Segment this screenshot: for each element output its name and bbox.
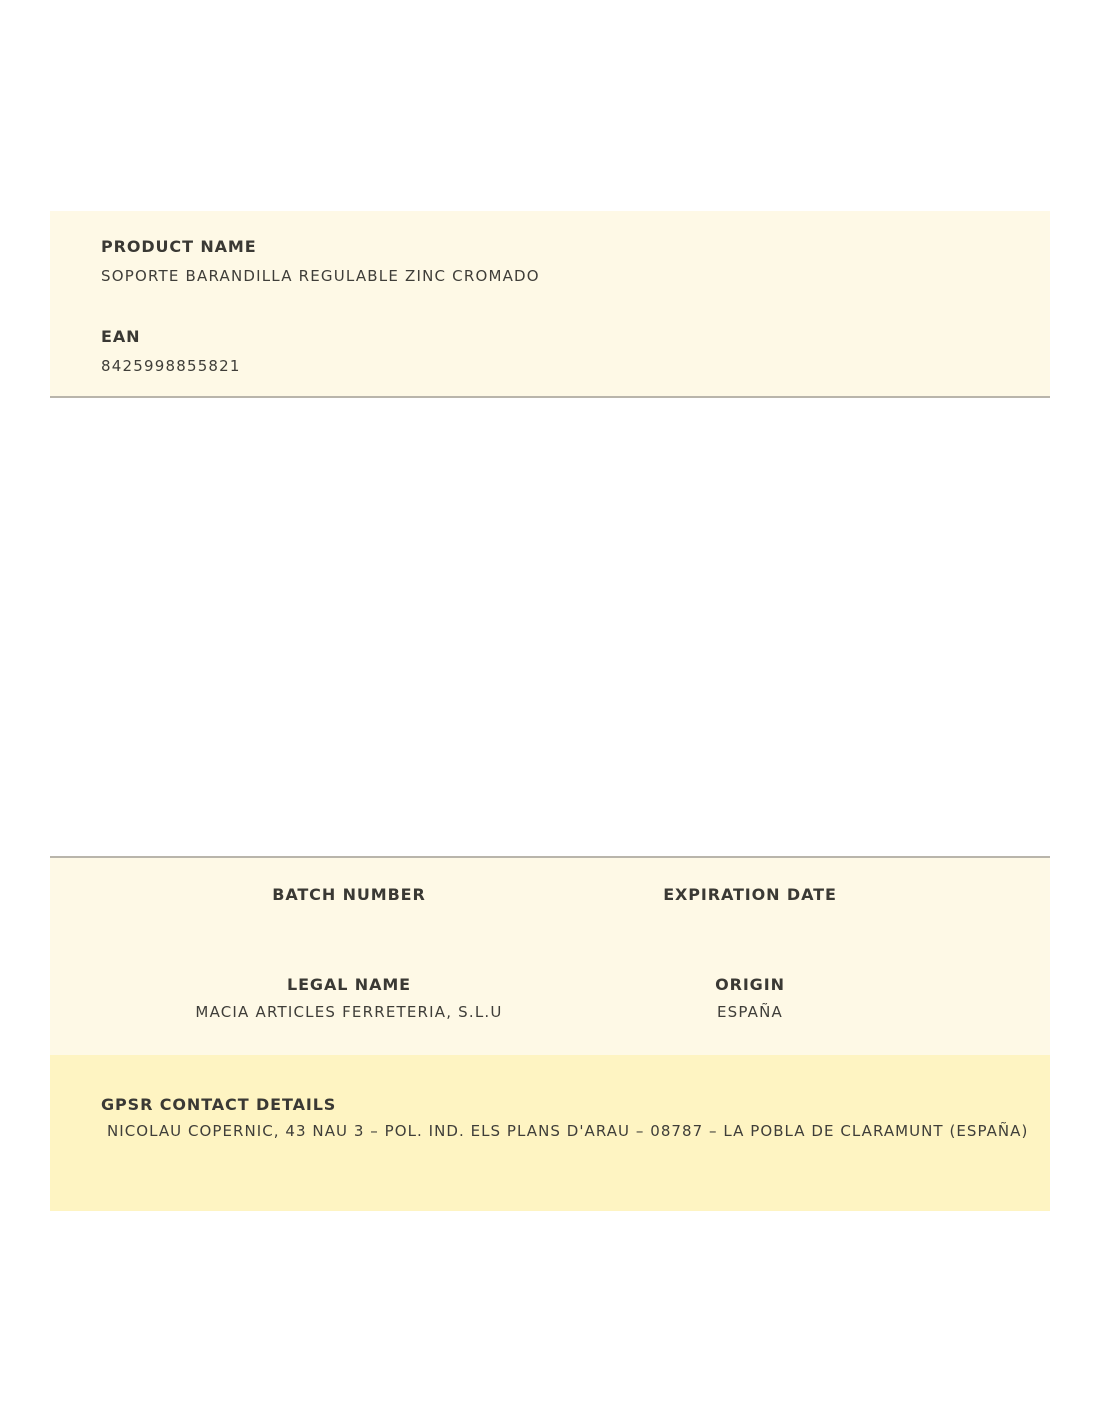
legal-name-field xyxy=(139,975,559,1021)
expiration-date-field xyxy=(540,885,960,904)
legal-name-label: LEGAL NAME xyxy=(286,975,412,994)
product-name-label: PRODUCT NAME xyxy=(101,237,257,256)
legal-name-value: MACIA ARTICLES FERRETERIA, S.L.U xyxy=(195,1003,503,1021)
gpsr-contact-value: NICOLAU COPERNIC, 43 NAU 3 – POL. IND. ELS PLANS D'ARAU – 08787 – LA POBLA DE CLARAMUNT (ESPAÑA) xyxy=(107,1122,1029,1140)
batch-number-label: BATCH NUMBER xyxy=(272,885,426,904)
origin-value: ESPAÑA xyxy=(716,1003,784,1021)
origin-label: ORIGIN xyxy=(715,975,785,994)
gpsr-contact-panel xyxy=(50,1055,1050,1211)
origin-field xyxy=(540,975,960,1021)
batch-details-panel xyxy=(50,856,1050,1057)
gpsr-contact-label: GPSR CONTACT DETAILS xyxy=(101,1095,337,1114)
ean-value: 8425998855821 xyxy=(101,357,241,375)
expiration-date-label: EXPIRATION DATE xyxy=(663,885,837,904)
batch-number-field xyxy=(139,885,559,904)
ean-label: EAN xyxy=(101,327,141,346)
product-info-panel xyxy=(50,211,1050,398)
product-name-value: SOPORTE BARANDILLA REGULABLE ZINC CROMADO xyxy=(101,267,540,285)
